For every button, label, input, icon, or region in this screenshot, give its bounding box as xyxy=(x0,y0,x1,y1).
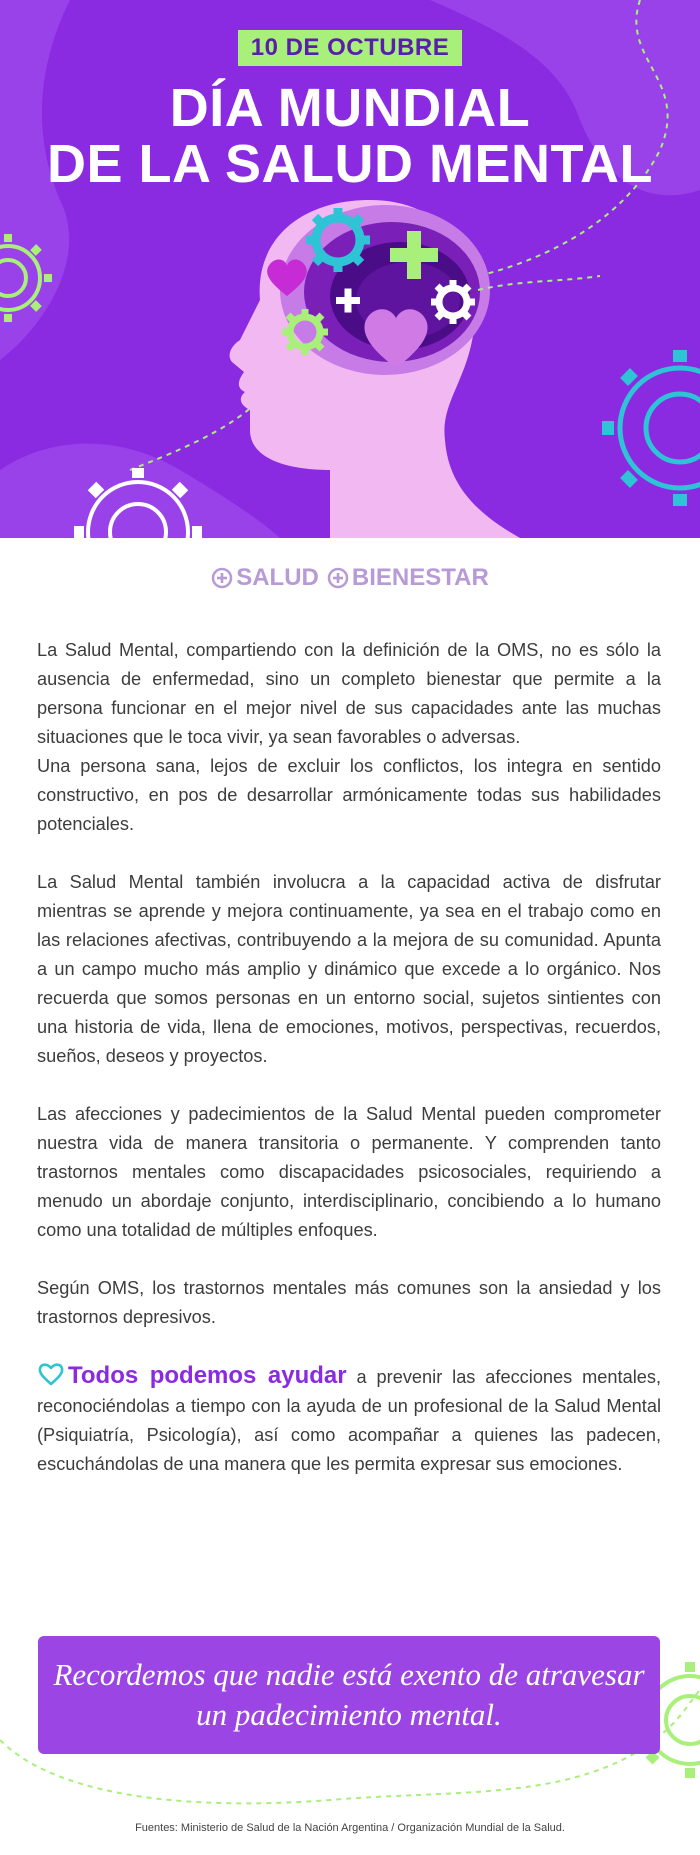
title-line-2: DE LA SALUD MENTAL xyxy=(47,134,653,194)
title-line-1: DÍA MUNDIAL xyxy=(169,78,531,138)
paragraph-5: Según OMS, los trastornos mentales más comunes son la ansiedad y los trastornos depresivos. xyxy=(37,1278,661,1327)
body-text xyxy=(37,636,661,1479)
date-badge: 10 DE OCTUBRE xyxy=(238,30,462,66)
tagline-bienestar-label: BIENESTAR xyxy=(351,564,489,591)
tagline-item-bienestar xyxy=(327,564,489,592)
page-title xyxy=(0,80,700,192)
paragraph-1: La Salud Mental, compartiendo con la definición de la OMS, no es sólo la ausencia de enfermedad, sino un completo bienestar que permite a la persona funcionar en el mejor nivel de sus capacidades ante las muchas situaciones que le toca vivir, ya sean favorables o adversas. xyxy=(37,640,661,747)
paragraph-4: Las afecciones y padecimientos de la Salud Mental pueden comprometer nuestra vida de manera transitoria o permanente. Y comprenden tanto trastornos mentales como discapacidades psicosociales, requiriendo a menudo un abordaje conjunto, interdisciplinario, concibiendo a lo humano como una totalidad de múltiples enfoques. xyxy=(37,1104,661,1240)
heart-outline-icon xyxy=(37,1361,65,1387)
paragraph-help xyxy=(37,1361,661,1479)
callout-text: Recordemos que nadie está exento de atravesar un padecimiento mental. xyxy=(53,1657,645,1732)
tagline-item-salud xyxy=(211,564,319,592)
help-text: a prevenir las afecciones mentales, reconociéndolas a tiempo con la ayuda de un profesional de la Salud Mental (Psiquiatría, Psicología), así como acompañar a quienes las padecen, escuchándolas de una manera que les permita expresar sus emociones. xyxy=(37,1367,662,1474)
plus-circle-icon xyxy=(327,567,349,589)
callout-box xyxy=(38,1636,660,1754)
tagline xyxy=(0,564,700,592)
bg-blob-bottom xyxy=(0,444,280,538)
paragraph-2: Una persona sana, lejos de excluir los conflictos, los integra en sentido constructivo, en pos de desarrollar armónicamente todas sus habilidades potenciales. xyxy=(37,756,661,834)
plus-circle-icon xyxy=(211,567,233,589)
help-heading: Todos podemos ayudar xyxy=(68,1362,347,1389)
gear-icon-right xyxy=(602,350,700,506)
sources-footnote: Fuentes: Ministerio de Salud de la Nación Argentina / Organización Mundial de la Salud. xyxy=(135,1822,565,1834)
tagline-salud-label: SALUD xyxy=(236,564,319,591)
hero-banner xyxy=(0,0,700,538)
paragraph-3: La Salud Mental también involucra a la capacidad activa de disfrutar mientras se aprende y mejora continuamente, ya sea en el trabajo como en las relaciones afectivas, contribuyendo a la mejora de su comunidad. Apunta a un campo mucho más amplio y dinámico que excede a lo orgánico. Nos recuerda que somos personas en un entorno social, sujetos sintientes con una historia de vida, llena de emociones, motivos, perspectivas, recuerdos, sueños, deseos y proyectos. xyxy=(37,872,661,1066)
